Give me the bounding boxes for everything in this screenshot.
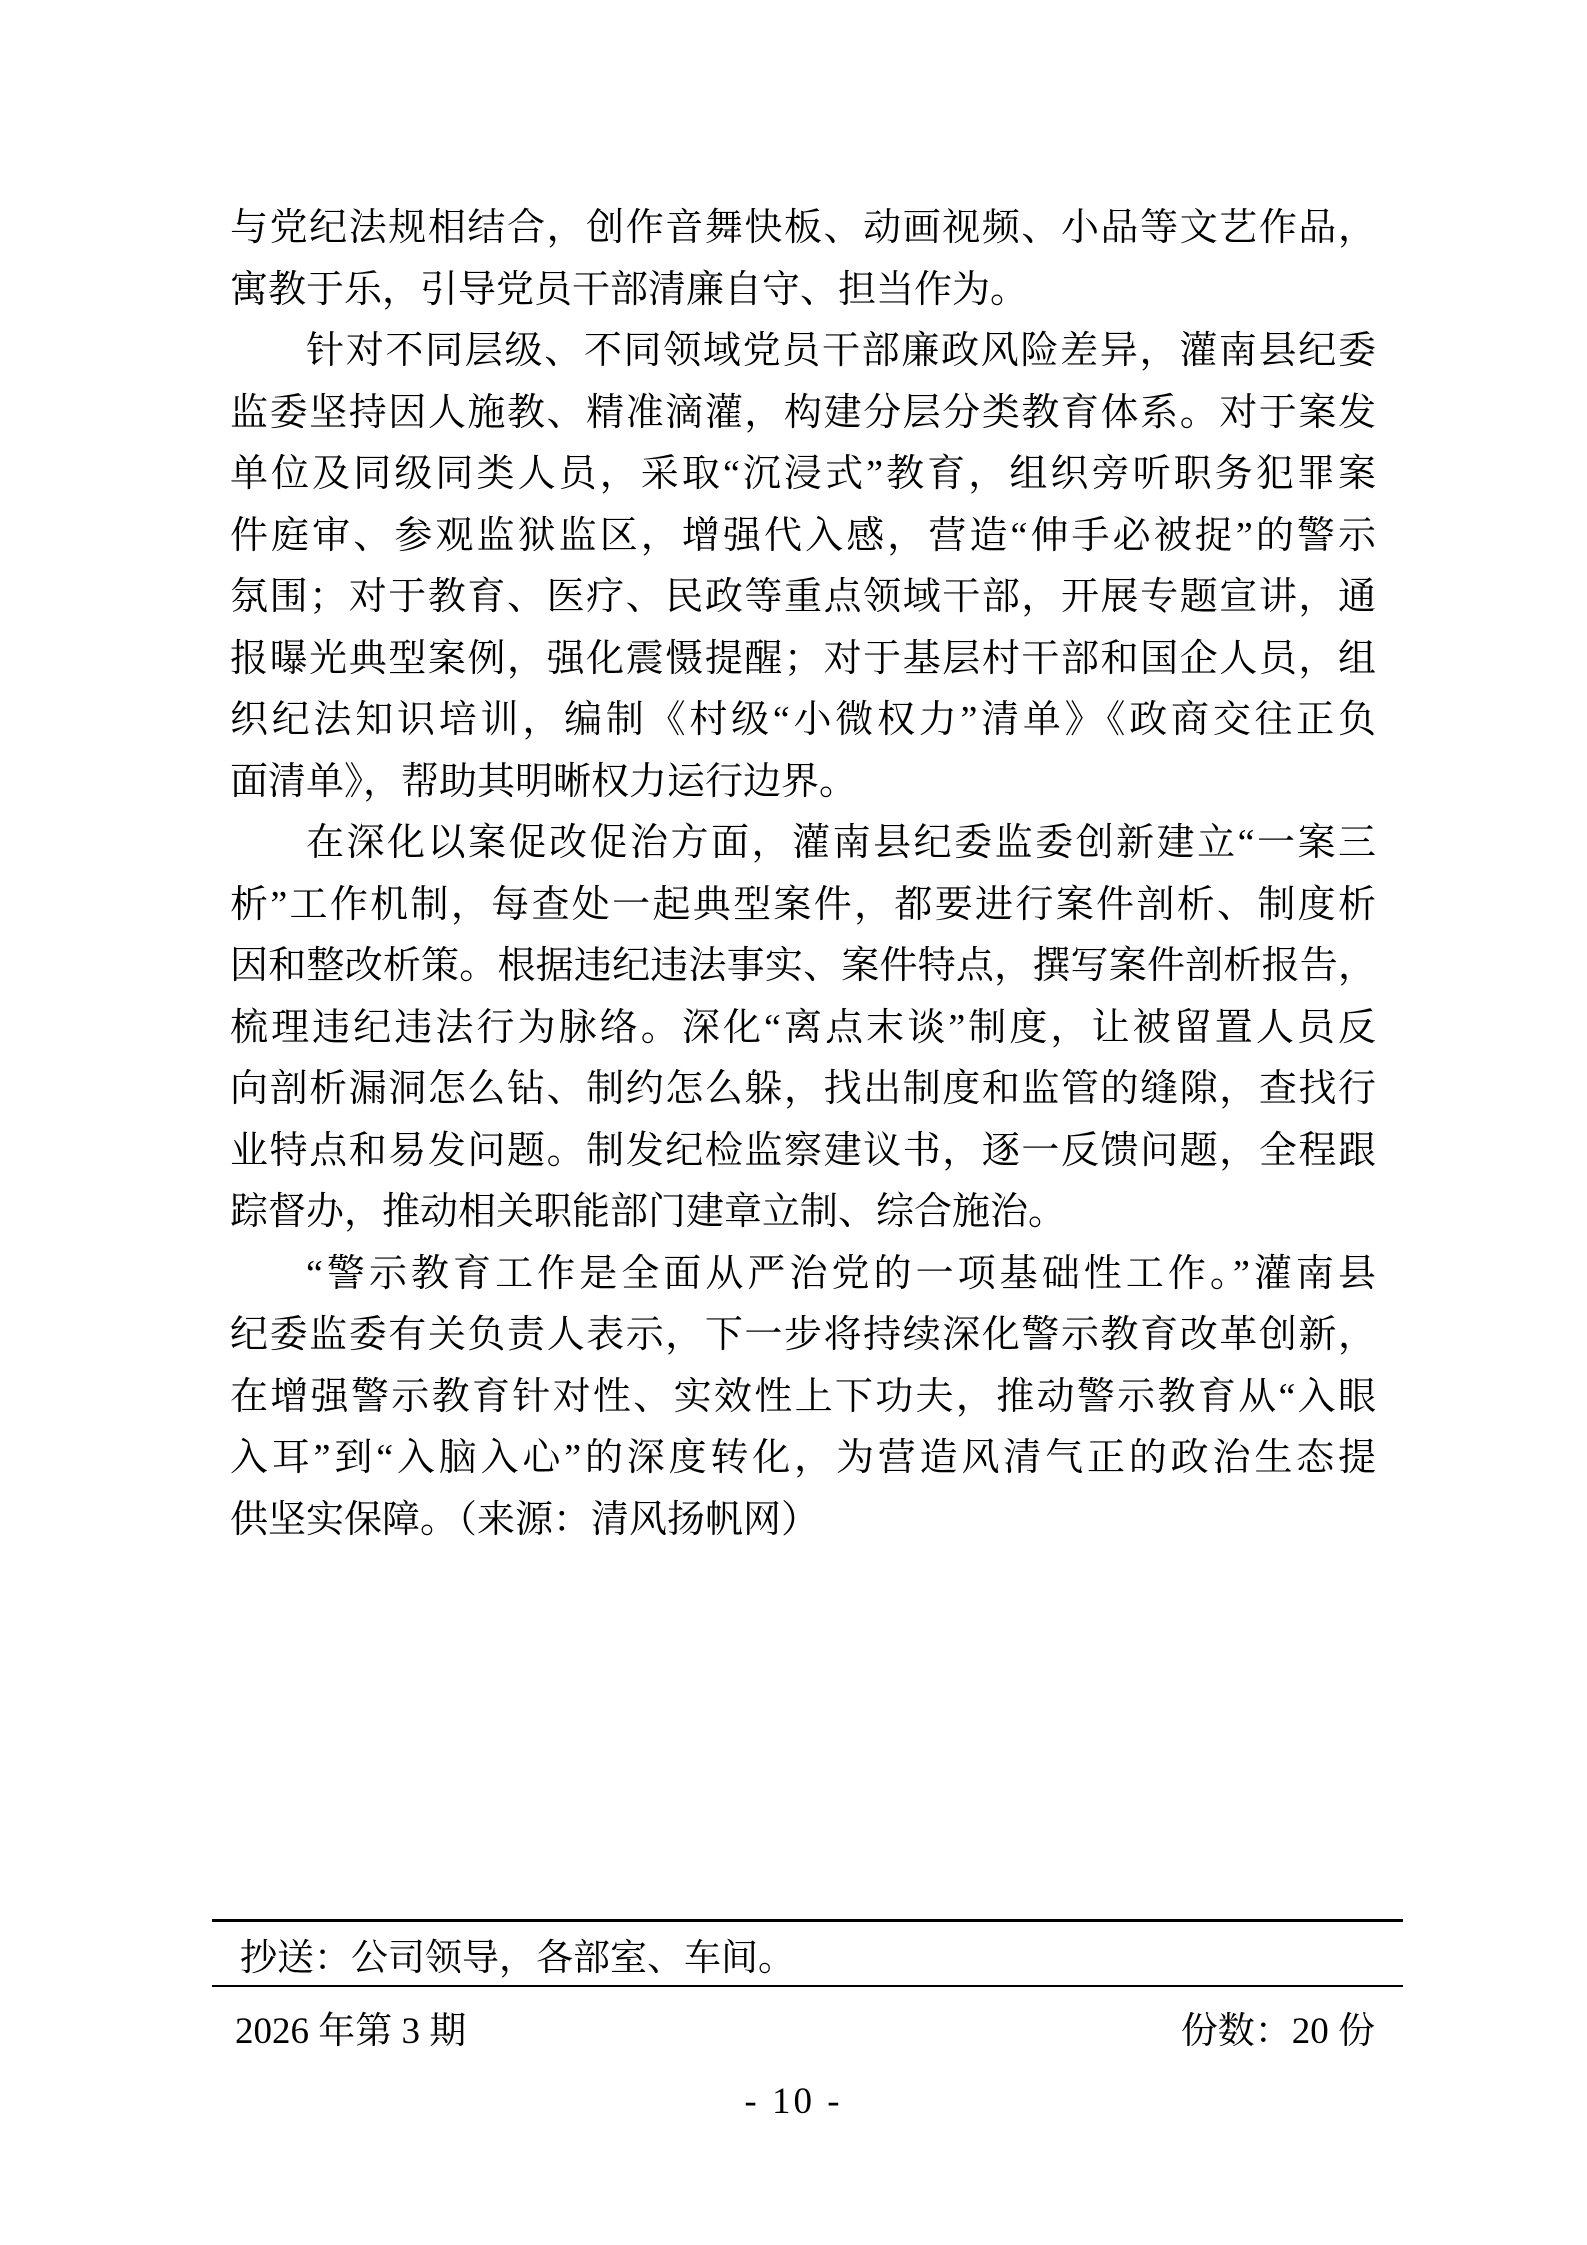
body-line: 纪委监委有关负责人表示，下一步将持续深化警示教育改革创新， (230, 1314, 1376, 1356)
body-line: 在深化以案促改促治方面，灌南县纪委监委创新建立“一案三 (306, 822, 1376, 864)
document-footer (212, 1919, 1403, 2054)
body-line: 针对不同层级、不同领域党员干部廉政风险差异，灌南县纪委 (306, 330, 1376, 372)
body-line: 入耳”到“入脑入心”的深度转化，为营造风清气正的政治生态提 (230, 1437, 1376, 1479)
body-line: 单位及同级同类人员，采取“沉浸式”教育，组织旁听职务犯罪案 (230, 453, 1376, 495)
body-line: 面清单》，帮助其明晰权力运行边界。 (230, 760, 858, 803)
body-line: 报曝光典型案例，强化震慑提醒；对于基层村干部和国企人员，组 (230, 637, 1376, 680)
issue-row (212, 1987, 1403, 2054)
body-line: 踪督办，推动相关职能部门建章立制、综合施治。 (230, 1191, 1067, 1233)
page-number: - 10 - (744, 2081, 843, 2122)
body-line: 供坚实保障。（来源：清风扬帆网） (230, 1498, 820, 1541)
body-line: 在增强警示教育针对性、实效性上下功夫，推动警示教育从“入眼 (230, 1375, 1376, 1418)
body-line: 向剖析漏洞怎么钻、制约怎么躲，找出制度和监管的缝隙，查找行 (230, 1068, 1376, 1110)
body-line: “警示教育工作是全面从严治党的一项基础性工作。”灌南县 (306, 1252, 1376, 1295)
cc-line: 抄送：公司领导，各部室、车间。 (240, 1937, 795, 1979)
body-line: 析”工作机制，每查处一起典型案件，都要进行案件剖析、制度析 (230, 883, 1376, 926)
body-line: 寓教于乐，引导党员干部清廉自守、担当作为。 (230, 268, 1029, 311)
cc-row (212, 1922, 1403, 1985)
body-line: 氛围；对于教育、医疗、民政等重点领域干部，开展专题宣讲，通 (230, 576, 1376, 618)
body-line: 件庭审、参观监狱监区，增强代入感，营造“伸手必被捉”的警示 (230, 514, 1376, 557)
copies-count: 份数：20 份 (1180, 2011, 1375, 2052)
body-line: 监委坚持因人施教、精准滴灌，构建分层分类教育体系。对于案发 (230, 391, 1376, 434)
body-line: 与党纪法规相结合，创作音舞快板、动画视频、小品等文艺作品， (230, 207, 1376, 249)
body-line: 梳理违纪违法行为脉络。深化“离点末谈”制度，让被留置人员反 (230, 1006, 1376, 1049)
issue-number: 2026 年第 3 期 (235, 2011, 467, 2052)
body-line: 因和整改析策。根据违纪违法事实、案件特点，撰写案件剖析报告， (230, 945, 1376, 987)
body-line: 业特点和易发问题。制发纪检监察建议书，逐一反馈问题，全程跟 (230, 1129, 1376, 1172)
document-body (230, 198, 1376, 1551)
body-line: 织纪法知识培训，编制《村级“小微权力”清单》《政商交往正负 (230, 699, 1376, 741)
